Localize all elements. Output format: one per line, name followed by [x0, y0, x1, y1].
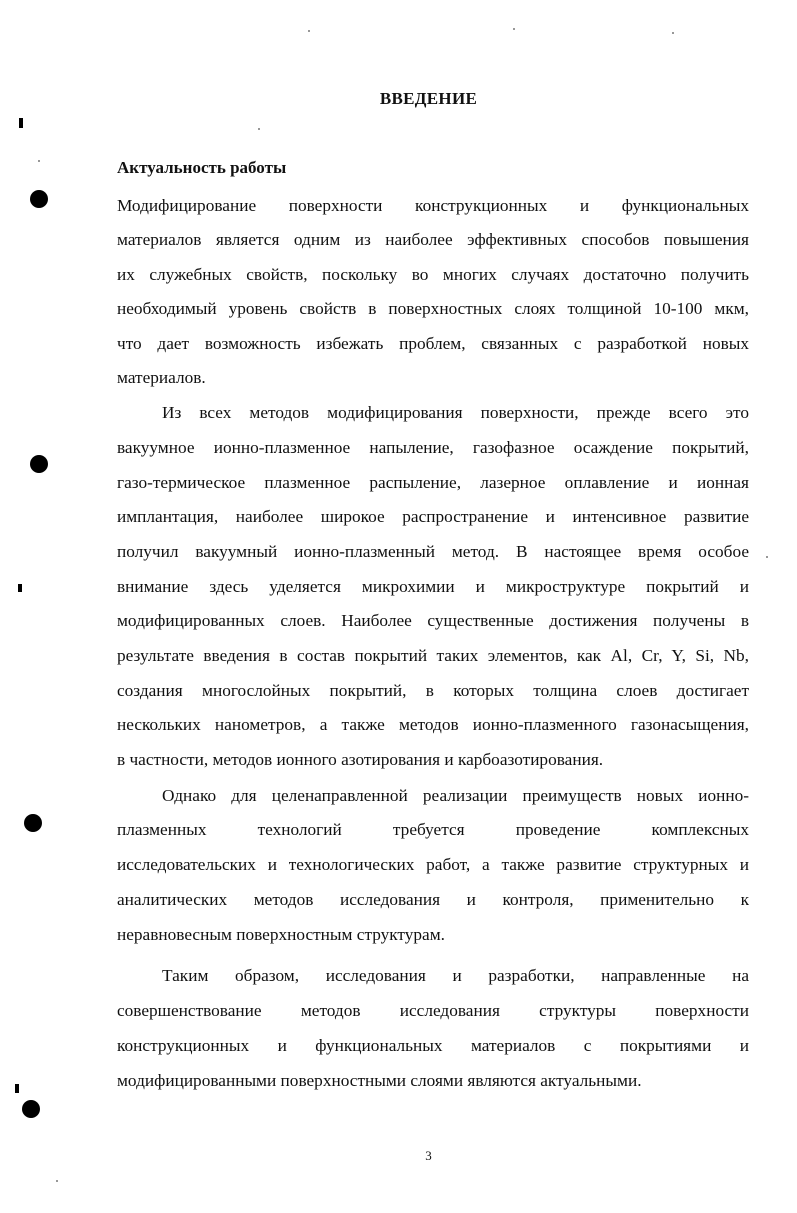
paragraph-2-line: газо-термическое плазменное распыление, лазерное оплавление и ионная [117, 473, 749, 492]
paragraph-1-line: их служебных свойств, поскольку во многих случаях достаточно получить [117, 265, 749, 284]
paragraph-4-line: совершенствование методов исследования структуры поверхности [117, 1001, 749, 1020]
punch-hole [30, 455, 48, 473]
scan-mark [18, 584, 22, 592]
page-number: 3 [425, 1148, 432, 1163]
paragraph-3-line: Однако для целенаправленной реализации преимуществ новых ионно- [162, 786, 749, 805]
punch-hole [30, 190, 48, 208]
page-title: ВВЕДЕНИЕ [379, 89, 478, 108]
paragraph-4-line: конструкционных и функциональных материалов с покрытиями и [117, 1036, 749, 1055]
paragraph-1-line: материалов. [117, 368, 206, 387]
section-heading: Актуальность работы [117, 158, 287, 177]
scan-mark [15, 1084, 19, 1093]
punch-hole [22, 1100, 40, 1118]
scan-speck [672, 32, 674, 34]
paragraph-1-line: необходимый уровень свойств в поверхностных слоях толщиной 10-100 мкм, [117, 299, 749, 318]
paragraph-2-line: нескольких нанометров, а также методов ионно-плазменного газонасыщения, [117, 715, 749, 734]
scan-speck [38, 160, 40, 162]
scan-speck [56, 1180, 58, 1182]
paragraph-1-line: что дает возможность избежать проблем, связанных с разработкой новых [117, 334, 749, 353]
scan-speck [308, 30, 310, 32]
punch-hole [24, 814, 42, 832]
paragraph-3-line: исследовательских и технологических работ, а также развитие структурных и [117, 855, 749, 874]
paragraph-4-line: Таким образом, исследования и разработки, направленные на [162, 966, 749, 985]
paragraph-2-line: вакуумное ионно-плазменное напыление, газофазное осаждение покрытий, [117, 438, 749, 457]
scan-speck [513, 28, 515, 30]
paragraph-1-line: материалов является одним из наиболее эффективных способов повышения [117, 230, 749, 249]
paragraph-2-line: Из всех методов модифицирования поверхности, прежде всего это [162, 403, 749, 422]
scan-speck [766, 556, 768, 558]
paragraph-3-line: аналитических методов исследования и контроля, применительно к [117, 890, 749, 909]
scan-speck [258, 128, 260, 130]
paragraph-2-line: модифицированных слоев. Наиболее существенные достижения получены в [117, 611, 749, 630]
paragraph-1-line: Модифицирование поверхности конструкционных и функциональных [117, 196, 749, 215]
paragraph-2-line: создания многослойных покрытий, в которых толщина слоев достигает [117, 681, 749, 700]
paragraph-2-line: результате введения в состав покрытий таких элементов, как Al, Cr, Y, Si, Nb, [117, 646, 749, 665]
scan-mark [19, 118, 23, 128]
paragraph-3-line: плазменных технологий требуется проведение комплексных [117, 820, 749, 839]
paragraph-4-line: модифицированными поверхностными слоями являются актуальными. [117, 1071, 642, 1090]
paragraph-2-line: внимание здесь уделяется микрохимии и микроструктуре покрытий и [117, 577, 749, 596]
paragraph-3-line: неравновесным поверхностным структурам. [117, 925, 445, 944]
paragraph-2-line: имплантация, наиболее широкое распространение и интенсивное развитие [117, 507, 749, 526]
paragraph-2-line: получил вакуумный ионно-плазменный метод. В настоящее время особое [117, 542, 749, 561]
paragraph-2-line: в частности, методов ионного азотирования и карбоазотирования. [117, 750, 604, 769]
